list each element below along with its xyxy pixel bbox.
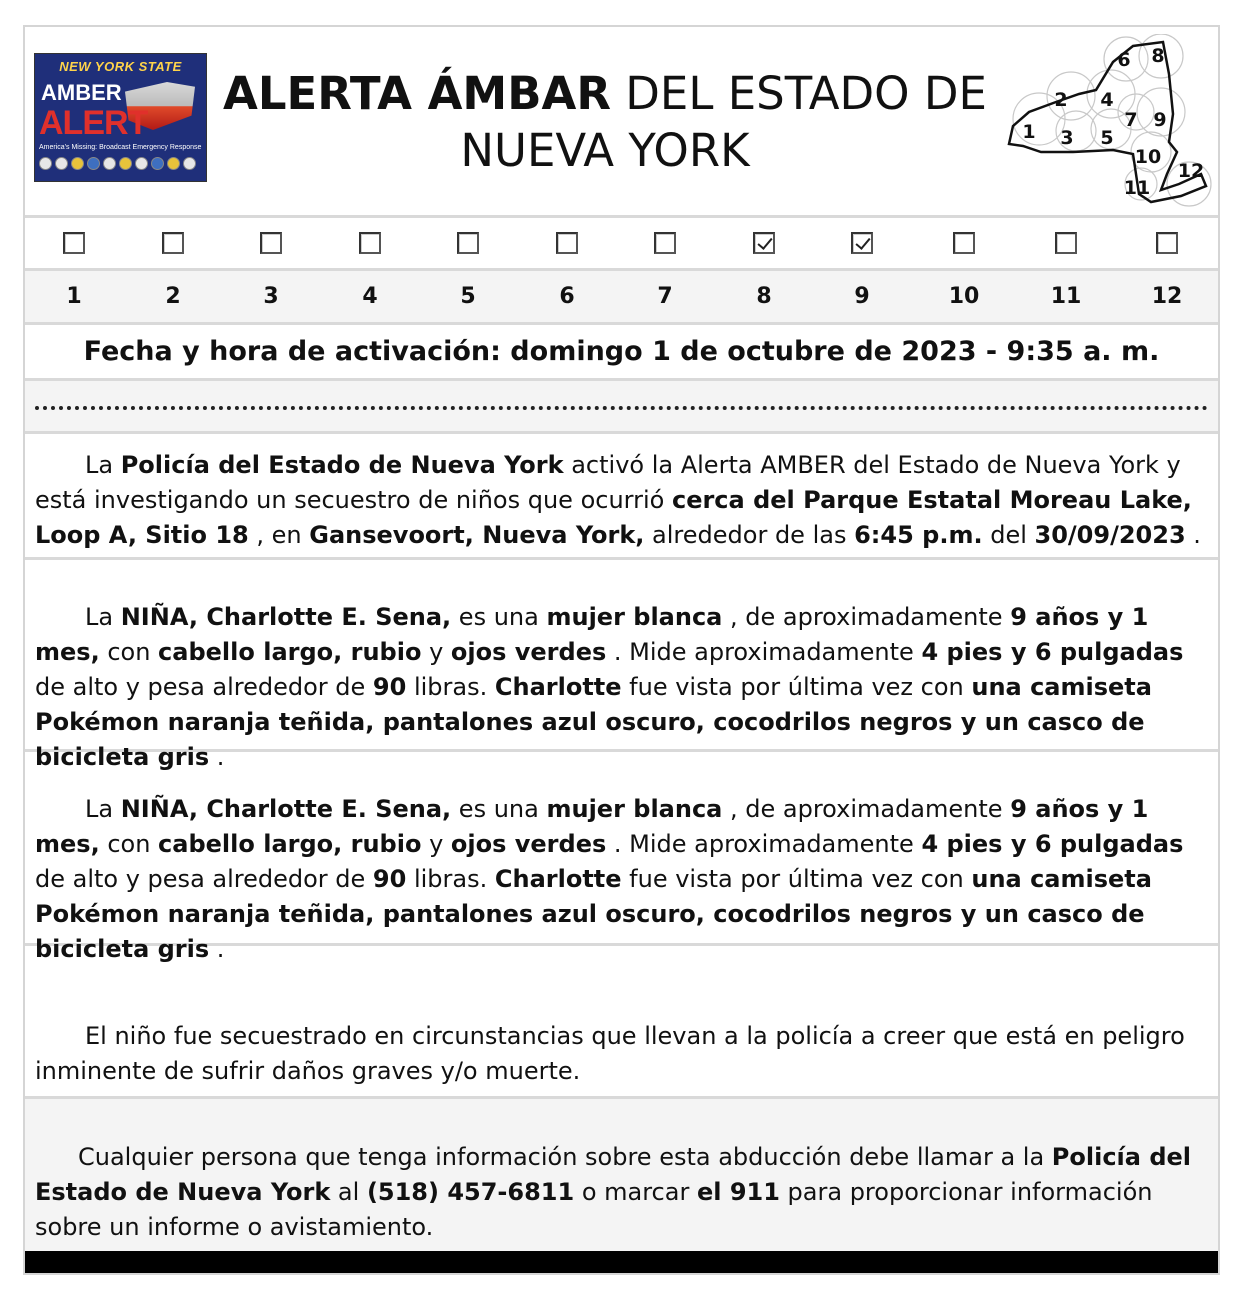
map-label: 3 xyxy=(1060,127,1074,149)
logo-amber-text: AMBER xyxy=(41,80,122,105)
region-checkbox[interactable] xyxy=(654,232,676,254)
region-checkbox-cell xyxy=(419,218,517,268)
bold-text-segment: Charlotte xyxy=(494,865,622,893)
text-segment: de alto y pesa alrededor de xyxy=(35,673,373,701)
text-segment: de alto y pesa alrededor de xyxy=(35,865,373,893)
region-number-cell xyxy=(222,271,320,322)
text-segment: El niño fue secuestrado en circunstancias que llevan a la policía a creer que está en peligro inminente de sufrir daños graves y/o muerte. xyxy=(35,1022,1185,1085)
text-segment: es una xyxy=(451,603,547,631)
bold-text-segment: NIÑA, Charlotte E. Sena, xyxy=(120,603,452,631)
map-label: 8 xyxy=(1151,45,1165,67)
map-label: 11 xyxy=(1123,177,1151,199)
text-segment: y xyxy=(421,638,451,666)
text-segment: Cualquier persona que tenga información sobre esta abducción debe llamar a la xyxy=(78,1143,1052,1171)
region-checkbox-cell xyxy=(1017,218,1115,268)
region-number: 9 xyxy=(854,284,870,309)
text-segment: alrededor de las xyxy=(644,521,855,549)
map-label: 4 xyxy=(1100,89,1114,111)
text-segment: . xyxy=(209,743,225,771)
title-bold: ALERTA ÁMBAR xyxy=(223,67,611,120)
text-segment: , en xyxy=(248,521,310,549)
map-label: 2 xyxy=(1054,89,1068,111)
region-number-cell xyxy=(915,271,1013,322)
footer-bar xyxy=(25,1251,1218,1273)
logo-tagline: America's Missing: Broadcast Emergency Response xyxy=(39,144,202,151)
bold-text-segment: 90 xyxy=(372,673,407,701)
region-number-cell xyxy=(715,271,813,322)
region-number-cell xyxy=(25,271,123,322)
region-checkbox[interactable] xyxy=(162,232,184,254)
region-number: 10 xyxy=(948,284,980,309)
region-number: 11 xyxy=(1050,284,1082,309)
bold-text-segment: cabello largo, rubio xyxy=(158,638,422,666)
region-checkbox-cell xyxy=(715,218,813,268)
bold-text-segment: una camiseta Pokémon naranja teñida, pantalones azul oscuro, cocodrilos negros y un casco de bicicleta gris xyxy=(35,673,1152,771)
region-number-cell xyxy=(518,271,616,322)
logo-alert-text: ALERT xyxy=(39,104,148,142)
text-segment: . xyxy=(1185,521,1201,549)
text-segment: es una xyxy=(451,795,547,823)
dotted-separator-row xyxy=(25,381,1218,434)
text-segment: . Mide aproximadamente xyxy=(606,638,922,666)
region-number: 8 xyxy=(756,284,772,309)
title-rest: DEL ESTADO DE NUEVA YORK xyxy=(460,67,987,177)
region-number: 2 xyxy=(165,284,181,309)
text-segment: La xyxy=(85,451,121,479)
bold-text-segment: 30/09/2023 xyxy=(1034,521,1186,549)
region-number: 4 xyxy=(362,284,378,309)
text-segment: libras. xyxy=(406,673,495,701)
bold-text-segment: Gansevoort, Nueva York, xyxy=(309,521,645,549)
region-checkbox-cell xyxy=(124,218,222,268)
bold-text-segment: el 911 xyxy=(696,1178,780,1206)
map-label: 6 xyxy=(1117,49,1131,71)
map-label: 7 xyxy=(1124,109,1138,131)
map-labels xyxy=(1022,45,1204,199)
text-segment: libras. xyxy=(406,865,495,893)
region-checkbox[interactable] xyxy=(260,232,282,254)
region-number-cell xyxy=(813,271,911,322)
text-segment: al xyxy=(330,1178,367,1206)
region-checkbox-cell xyxy=(25,218,123,268)
region-checkbox-cell xyxy=(222,218,320,268)
alert-header xyxy=(25,27,1218,218)
region-checkbox-row xyxy=(25,218,1218,271)
region-number: 6 xyxy=(559,284,575,309)
text-segment: activó la Alerta AMBER del Estado de Nueva York y está investigando un secuestro de niños que ocurrió xyxy=(35,451,1181,514)
map-label: 5 xyxy=(1100,127,1114,149)
region-checkbox[interactable] xyxy=(1156,232,1178,254)
text-segment: con xyxy=(99,638,159,666)
bold-text-segment: 4 pies y 6 pulgadas xyxy=(921,638,1184,666)
region-number-cell xyxy=(124,271,222,322)
region-number: 1 xyxy=(66,284,82,309)
bold-text-segment: 9 años y 1 mes, xyxy=(35,795,1149,858)
region-number-row xyxy=(25,271,1218,325)
bold-text-segment: Charlotte xyxy=(494,673,622,701)
region-checkbox-cell xyxy=(915,218,1013,268)
paragraph-child-description xyxy=(25,560,1218,771)
map-label: 1 xyxy=(1022,121,1036,143)
bold-text-segment: (518) 457-6811 xyxy=(366,1178,575,1206)
region-number: 7 xyxy=(657,284,673,309)
region-checkbox[interactable] xyxy=(63,232,85,254)
map-label: 10 xyxy=(1134,146,1162,168)
bold-text-segment: 9 años y 1 mes, xyxy=(35,603,1149,666)
bold-text-segment: Policía del Estado de Nueva York xyxy=(35,1143,1191,1206)
paragraph-child-description-repeat xyxy=(25,752,1218,963)
bold-text-segment: Policía del Estado de Nueva York xyxy=(120,451,564,479)
bold-text-segment: ojos verdes xyxy=(450,830,607,858)
region-number-cell xyxy=(616,271,714,322)
region-checkbox[interactable] xyxy=(556,232,578,254)
map-label: 9 xyxy=(1153,109,1167,131)
bold-text-segment: 6:45 p.m. xyxy=(854,521,983,549)
text-segment: para proporcionar información sobre un informe o avistamiento. xyxy=(35,1178,1153,1241)
map-label: 12 xyxy=(1177,160,1205,182)
text-segment: con xyxy=(99,830,159,858)
bold-text-segment: 90 xyxy=(372,865,407,893)
region-number: 5 xyxy=(460,284,476,309)
paragraph-contact-info xyxy=(25,1099,1218,1255)
bold-text-segment: una camiseta Pokémon naranja teñida, pantalones azul oscuro, cocodrilos negros y un casco de bicicleta gris xyxy=(35,865,1152,963)
region-checkbox[interactable] xyxy=(753,232,775,254)
region-checkbox[interactable] xyxy=(851,232,873,254)
text-segment: fue vista por última vez con xyxy=(621,673,972,701)
region-checkbox[interactable] xyxy=(1055,232,1077,254)
text-segment: La xyxy=(85,795,121,823)
region-checkbox-cell xyxy=(1118,218,1216,268)
region-number-cell xyxy=(1118,271,1216,322)
region-number-cell xyxy=(419,271,517,322)
region-number-cell xyxy=(1017,271,1115,322)
paragraph-incident xyxy=(25,434,1218,560)
bold-text-segment: NIÑA, Charlotte E. Sena, xyxy=(120,795,452,823)
text-segment: del xyxy=(982,521,1035,549)
page-title xyxy=(215,65,995,179)
bold-text-segment: cabello largo, rubio xyxy=(158,830,422,858)
text-segment: , de aproximadamente xyxy=(722,603,1011,631)
bold-text-segment: ojos verdes xyxy=(450,638,607,666)
dotted-divider xyxy=(35,406,1208,410)
logo-state-text: NEW YORK STATE xyxy=(59,59,182,74)
region-checkbox[interactable] xyxy=(359,232,381,254)
bold-text-segment: mujer blanca xyxy=(546,795,723,823)
region-number-cell xyxy=(321,271,419,322)
region-number: 3 xyxy=(263,284,279,309)
amber-alert-logo xyxy=(34,53,207,182)
text-segment: fue vista por última vez con xyxy=(621,865,972,893)
text-segment: o marcar xyxy=(574,1178,697,1206)
paragraph-danger-notice xyxy=(25,946,1218,1099)
ny-regions-map xyxy=(1001,34,1216,209)
text-segment: La xyxy=(85,603,121,631)
bold-text-segment: mujer blanca xyxy=(546,603,723,631)
region-checkbox[interactable] xyxy=(457,232,479,254)
activation-datetime: Fecha y hora de activación: domingo 1 de octubre de 2023 - 9:35 a. m. xyxy=(25,325,1218,381)
text-segment: . Mide aproximadamente xyxy=(606,830,922,858)
bold-text-segment: 4 pies y 6 pulgadas xyxy=(921,830,1184,858)
agency-seals-icon xyxy=(39,157,196,170)
text-segment: , de aproximadamente xyxy=(722,795,1011,823)
text-segment: . xyxy=(209,935,225,963)
text-segment: y xyxy=(421,830,451,858)
region-checkbox-cell xyxy=(321,218,419,268)
alert-document xyxy=(23,25,1220,1275)
region-number: 12 xyxy=(1151,284,1183,309)
region-checkbox-cell xyxy=(616,218,714,268)
region-checkbox-cell xyxy=(813,218,911,268)
region-checkbox-cell xyxy=(518,218,616,268)
bold-text-segment: cerca del Parque Estatal Moreau Lake, Loop A, Sitio 18 xyxy=(35,486,1192,549)
region-checkbox[interactable] xyxy=(953,232,975,254)
